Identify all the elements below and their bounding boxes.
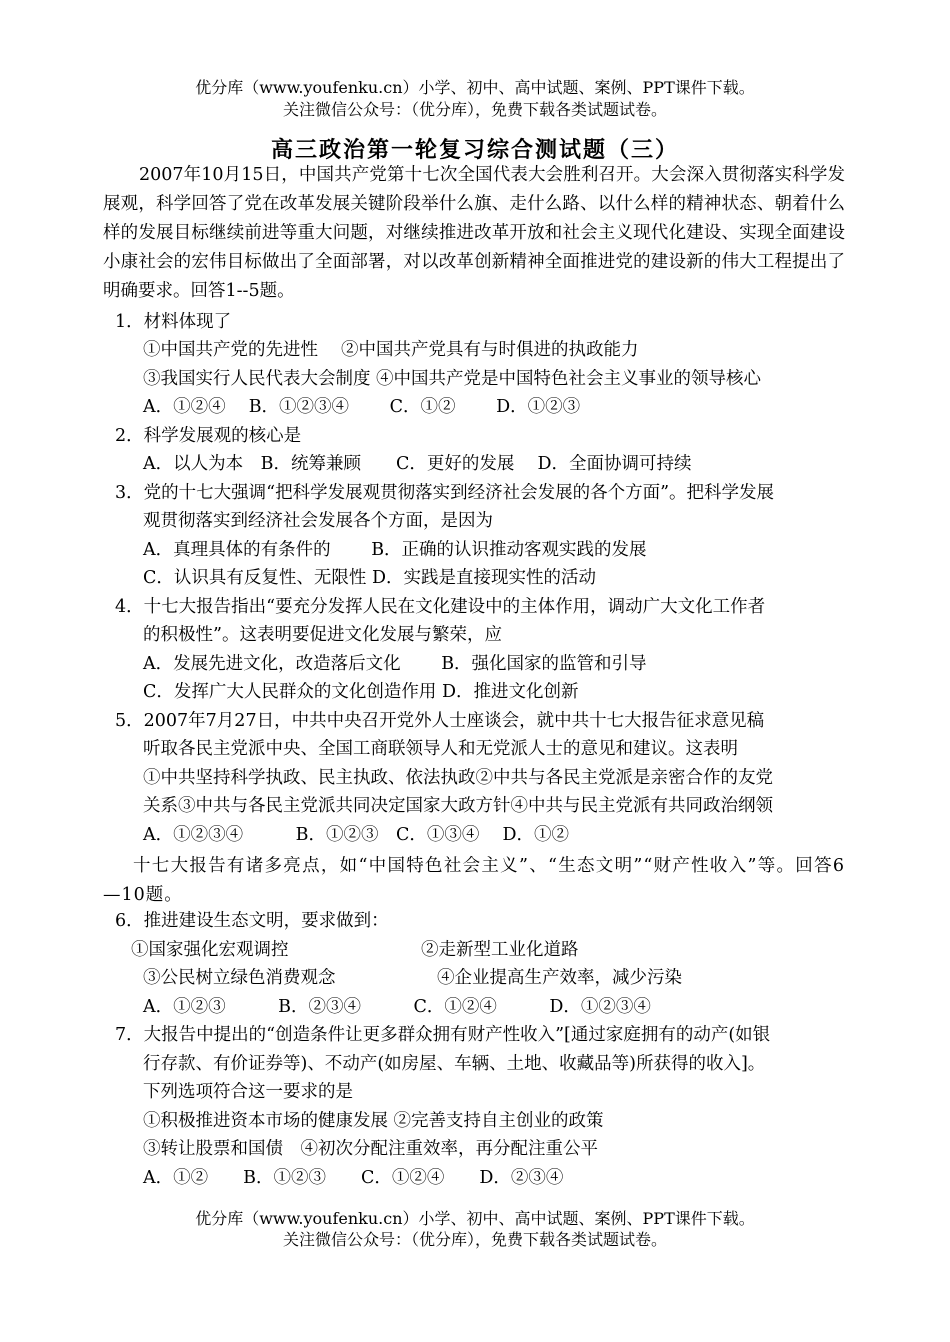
q7-stem-line-1: 7．大报告中提出的“创造条件让更多群众拥有财产性收入”[通过家庭拥有的动产(如银	[115, 1025, 771, 1045]
q6-option-3: ③公民树立绿色消费观念	[143, 968, 336, 988]
q4-stem-line-2: 的积极性”。这表明要促进文化发展与繁荣，应	[143, 625, 502, 645]
header-line-1: 优分库（www.youfenku.cn）小学、初中、高中试题、案例、PPT课件下载。	[195, 78, 755, 97]
q5-stem-line-1: 5．2007年7月27日，中共中央召开党外人士座谈会，就中共十七大报告征求意见稿	[115, 711, 765, 731]
q6-stem: 6．推进建设生态文明，要求做到：	[115, 911, 389, 931]
q7-stem-line-3: 下列选项符合这一要求的是	[143, 1082, 353, 1102]
q5-stem-line-2: 听取各民主党派中央、全国工商联领导人和无党派人士的意见和建议。这表明	[143, 739, 738, 759]
q7-choices: A．①② B．①②③ C．①②④ D．②③④	[143, 1168, 564, 1188]
q5-choices: A．①②③④ B．①②③ C．①③④ D．①②	[143, 825, 569, 845]
q1-choices: A．①②④ B．①②③④ C．①② D．①②③	[143, 397, 581, 417]
q6-option-2: ②走新型工业化道路	[421, 940, 579, 960]
q1-option-line-1: ①中国共产党的先进性 ②中国共产党具有与时俱进的执政能力	[143, 340, 639, 360]
q5-option-line-2: 关系③中共与各民主党派共同决定国家大政方针④中共与民主党派有共同政治纲领	[143, 796, 773, 816]
intro-paragraph-2: 十七大报告有诸多亮点，如“中国特色社会主义”、“生态文明”“财产性收入”等。回答6—10题。	[103, 856, 845, 905]
q6-option-4: ④企业提高生产效率，减少污染	[437, 968, 682, 988]
q1-option-line-2: ③我国实行人民代表大会制度 ④中国共产党是中国特色社会主义事业的领导核心	[143, 369, 762, 389]
q7-stem-line-2: 行存款、有价证券等)、不动产(如房屋、车辆、土地、收藏品等)所获得的收入]。	[143, 1054, 766, 1074]
footer-line-2: 关注微信公众号：（优分库），免费下载各类试题试卷。	[282, 1230, 667, 1249]
q3-stem-line-1: 3．党的十七大强调“把科学发展观贯彻落实到经济社会发展的各个方面”。把科学发展	[115, 483, 775, 503]
q3-option-line-2: C．认识具有反复性、无限性 D．实践是直接现实性的活动	[143, 568, 596, 588]
q4-stem-line-1: 4．十七大报告指出“要充分发挥人民在文化建设中的主体作用，调动广大文化工作者	[115, 597, 766, 617]
q6-choices: A．①②③ B．②③④ C．①②④ D．①②③④	[143, 997, 651, 1017]
q3-option-line-1: A．真理具体的有条件的 B．正确的认识推动客观实践的发展	[143, 540, 647, 560]
q4-option-line-2: C．发挥广大人民群众的文化创造作用 D．推进文化创新	[143, 682, 579, 702]
intro-paragraph-1: 2007年10月15日，中国共产党第十七次全国代表大会胜利召开。大会深入贯彻落实科学发展观，科学回答了党在改革发展关键阶段举什么旗、走什么路、以什么样的精神状态、朝着什么样的发展目标继续前进等重大问题，对继续推进改革开放和社会主义现代化建设、实现全面建设小康社会的宏伟目标做出了全面部署，对以改革创新精神全面推进党的建设新的伟大工程提出了明确要求。回答1--5题。	[103, 165, 845, 301]
page-title: 高三政治第一轮复习综合测试题（三）	[270, 137, 679, 163]
q7-option-line-2: ③转让股票和国债 ④初次分配注重效率，再分配注重公平	[143, 1139, 598, 1159]
q1-stem: 1．材料体现了	[115, 312, 232, 332]
q2-choices: A．以人为本 B．统筹兼顾 C．更好的发展 D．全面协调可持续	[143, 454, 692, 474]
q7-option-line-1: ①积极推进资本市场的健康发展 ②完善支持自主创业的政策	[143, 1111, 604, 1131]
footer-line-1: 优分库（www.youfenku.cn）小学、初中、高中试题、案例、PPT课件下载。	[195, 1209, 755, 1228]
q3-stem-line-2: 观贯彻落实到经济社会发展各个方面，是因为	[143, 511, 493, 531]
q2-stem: 2．科学发展观的核心是	[115, 426, 302, 446]
q6-option-1: ①国家强化宏观调控	[131, 940, 289, 960]
q5-option-line-1: ①中共坚持科学执政、民主执政、依法执政②中共与各民主党派是亲密合作的友党	[143, 768, 773, 788]
header-line-2: 关注微信公众号：（优分库），免费下载各类试题试卷。	[282, 100, 667, 119]
q4-option-line-1: A．发展先进文化，改造落后文化 B．强化国家的监管和引导	[143, 654, 647, 674]
